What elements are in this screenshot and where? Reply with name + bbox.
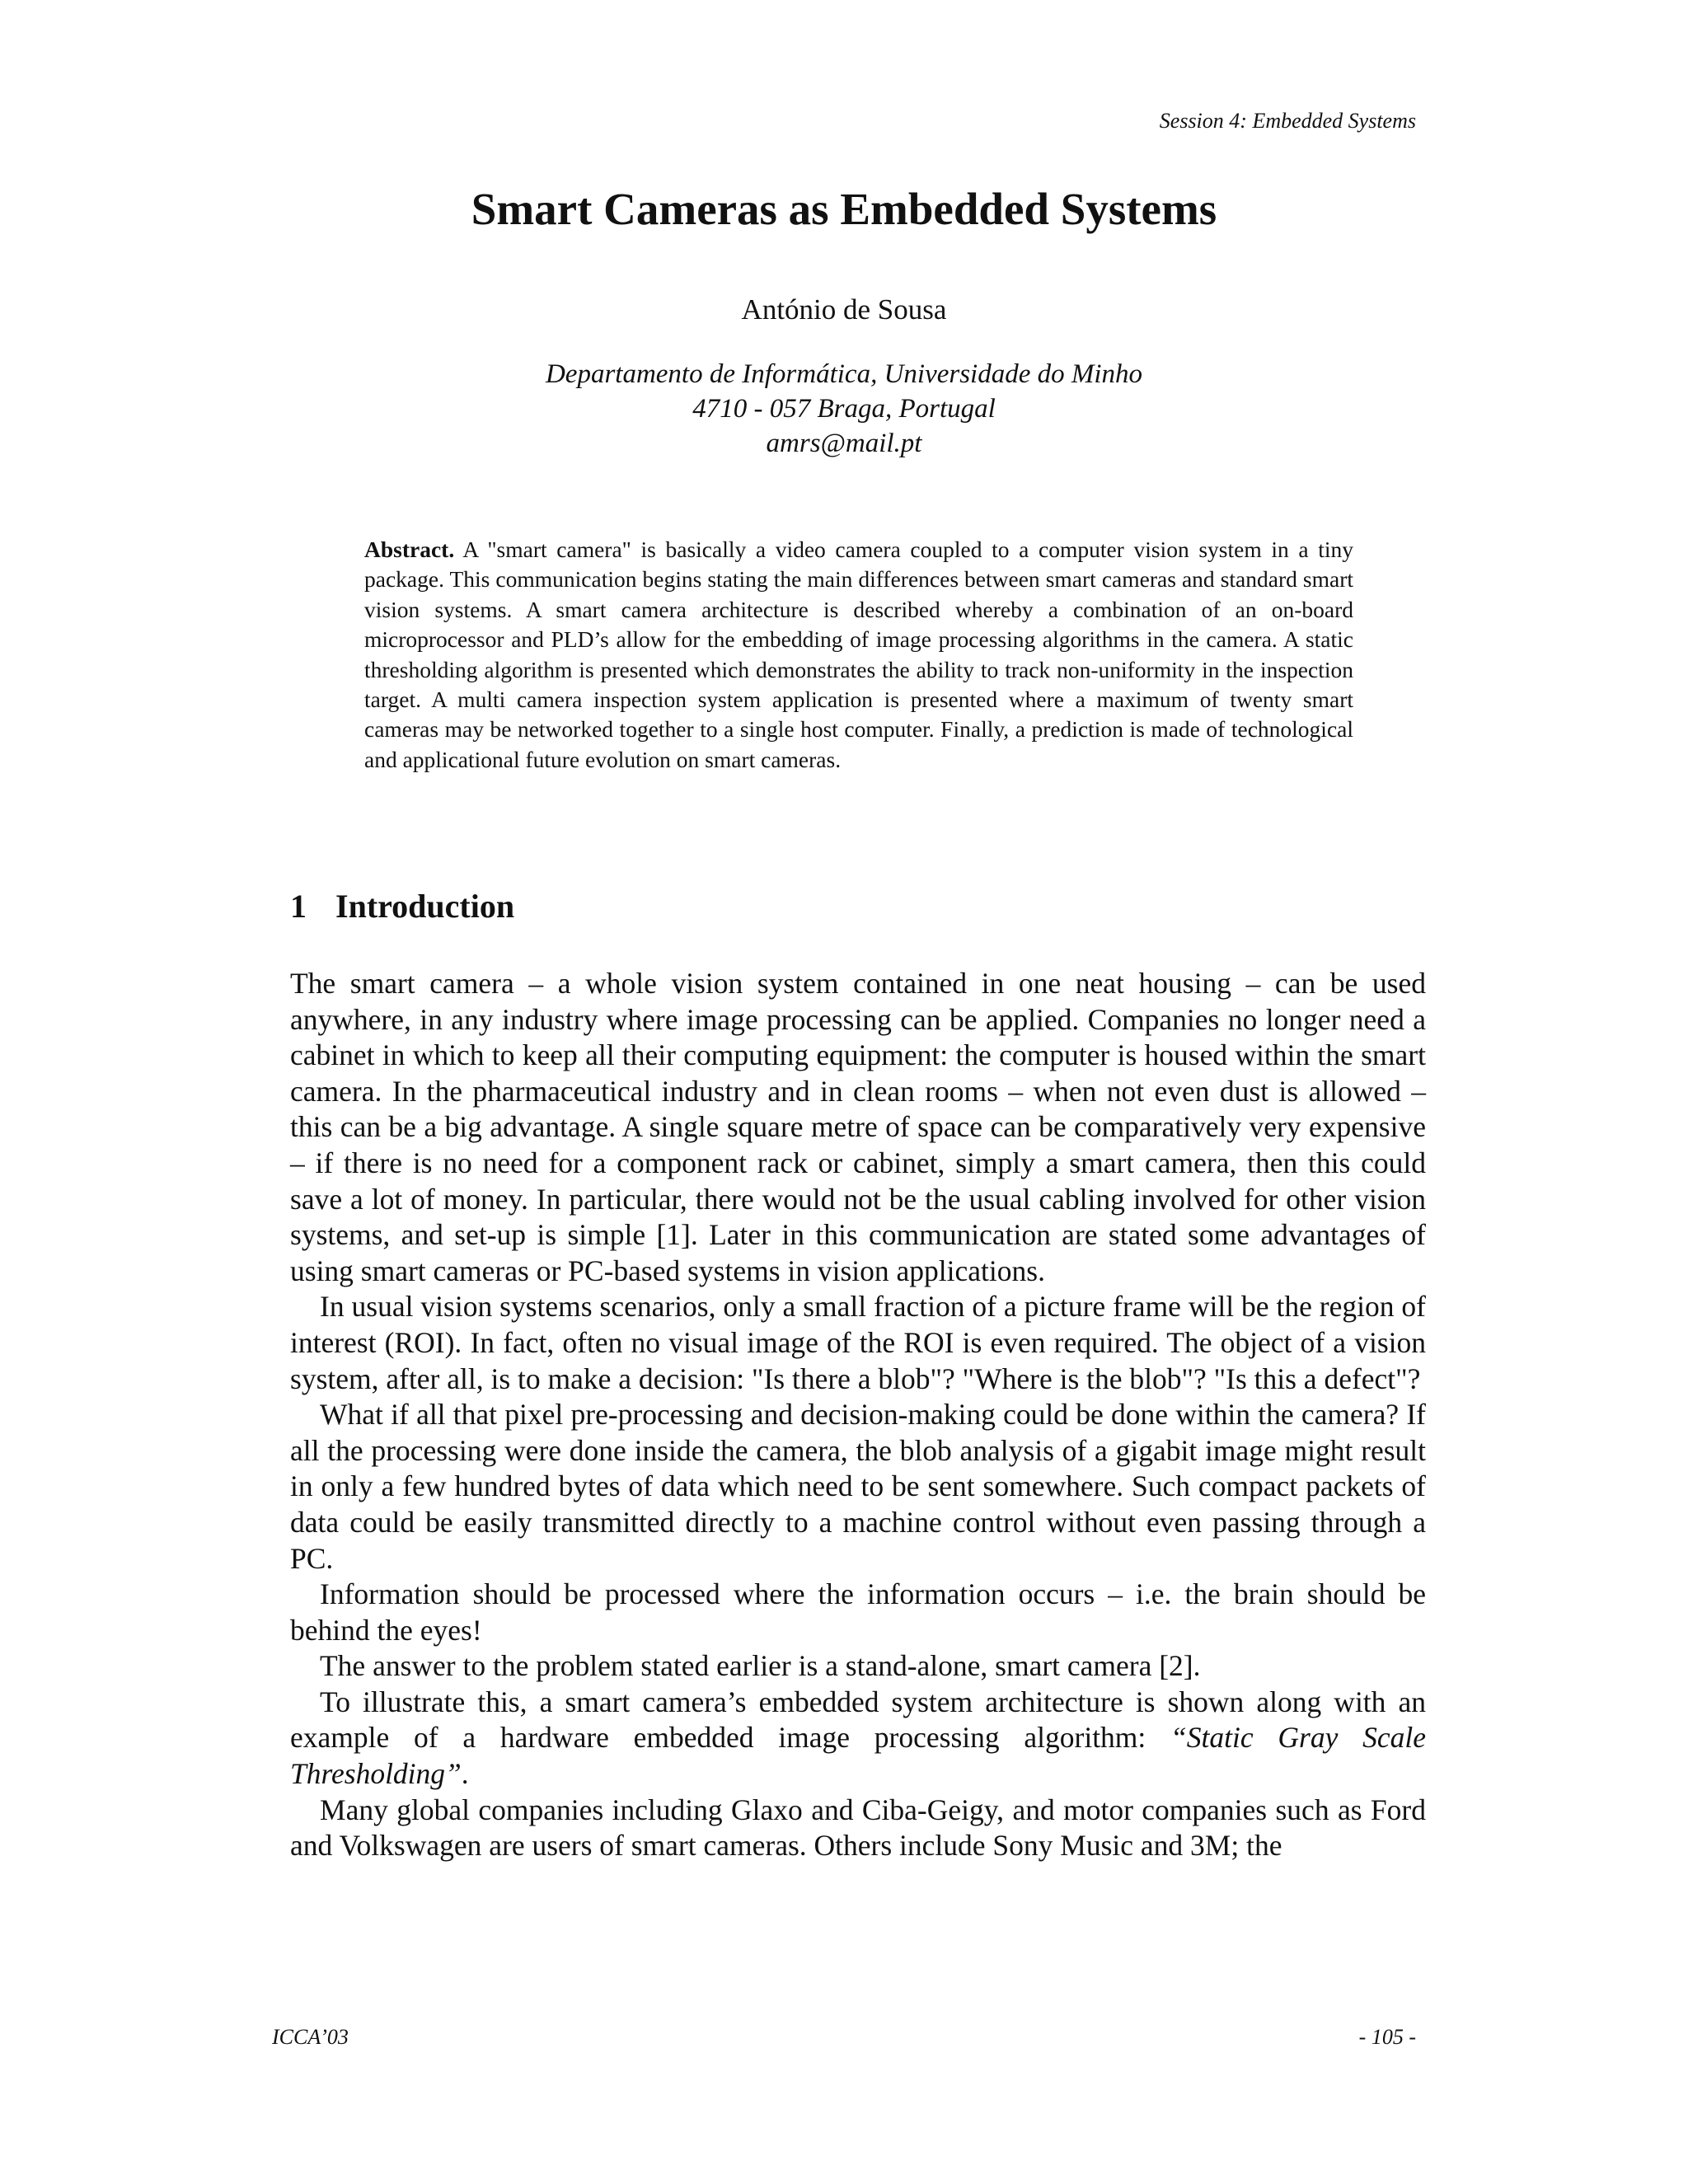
body-text [290, 966, 1426, 1864]
running-head: Session 4: Embedded Systems [1159, 109, 1416, 133]
affiliation-department: Departamento de Informática, Universidade do Minho [545, 359, 1143, 389]
affiliation-email: amrs@mail.pt [766, 429, 922, 458]
affiliation-block [0, 357, 1688, 461]
paragraph-5: The answer to the problem stated earlier is a stand-alone, smart camera [2]. [320, 1649, 1201, 1683]
footer-page-number: - 105 - [1358, 2025, 1416, 2049]
paragraph-7: Many global companies including Glaxo and Ciba-Geigy, and motor companies such as Ford and Volkswagen are users of smart cameras. Others include Sony Music and 3M; the [290, 1793, 1426, 1863]
affiliation-address: 4710 - 057 Braga, Portugal [692, 394, 996, 424]
section-title: Introduction [335, 888, 515, 925]
abstract-label: Abstract. [364, 537, 455, 562]
paragraph-6 [290, 1685, 1426, 1793]
author-name: António de Sousa [741, 293, 947, 326]
paragraph-6-emphasis: “Static Gray Scale Thresholding” [290, 1721, 1426, 1791]
paragraph-6-end: . [461, 1757, 469, 1791]
paragraph-2: In usual vision systems scenarios, only a small fraction of a picture frame will be the region of interest (ROI). In fact, often no visual image of the ROI is even required. The object of a vision system, after all, is to make a decision: "Is there a blob"? "Where is the blob"? "Is this a defect"? [290, 1290, 1426, 1395]
paragraph-6-text: To illustrate this, a smart camera’s embedded system architecture is shown along with an example of a hardware embedded image processing algorithm: [290, 1685, 1426, 1755]
paper-title: Smart Cameras as Embedded Systems [471, 184, 1217, 234]
paragraph-1: The smart camera – a whole vision system contained in one neat housing – can be used anywhere, in any industry where image processing can be applied. Companies no longer need a cabinet in which to keep all their computing equipment: the computer is housed within the smart camera. In the pharmaceutical industry and in clean rooms – when not even dust is allowed – this can be a big advantage. A single square metre of space can be comparatively very expensive – if there is no need for a component rack or cabinet, simply a smart camera, then this could save a lot of money. In particular, there would not be the usual cabling involved for other vision systems, and set-up is simple [1]. Later in this communication are stated some advantages of using smart cameras or PC-based systems in vision applications. [290, 967, 1426, 1287]
paragraph-3: What if all that pixel pre-processing and decision-making could be done within the camera? If all the processing were done inside the camera, the blob analysis of a gigabit image might result in only a few hundred bytes of data which need to be sent somewhere. Such compact packets of data could be easily transmitted directly to a machine control without even passing through a PC. [290, 1398, 1426, 1575]
section-number: 1 [290, 888, 307, 925]
abstract-text: A "smart camera" is basically a video camera coupled to a computer vision system in a tiny package. This communication begins stating the main differences between smart cameras and standard smart vision systems. A smart camera architecture is described whereby a combination of an on-board microprocessor and PLD’s allow for the embedding of image processing algorithms in the camera. A static thresholding algorithm is presented which demonstrates the ability to track non-uniformity in the inspection target. A multi camera inspection system application is presented where a maximum of twenty smart cameras may be networked together to a single host computer. Finally, a prediction is made of technological and applicational future evolution on smart cameras. [364, 537, 1354, 772]
paragraph-4: Information should be processed where the information occurs – i.e. the brain should be behind the eyes! [290, 1577, 1426, 1647]
section-heading [290, 887, 514, 926]
abstract [364, 535, 1353, 775]
footer-conference: ICCA’03 [272, 2025, 349, 2049]
